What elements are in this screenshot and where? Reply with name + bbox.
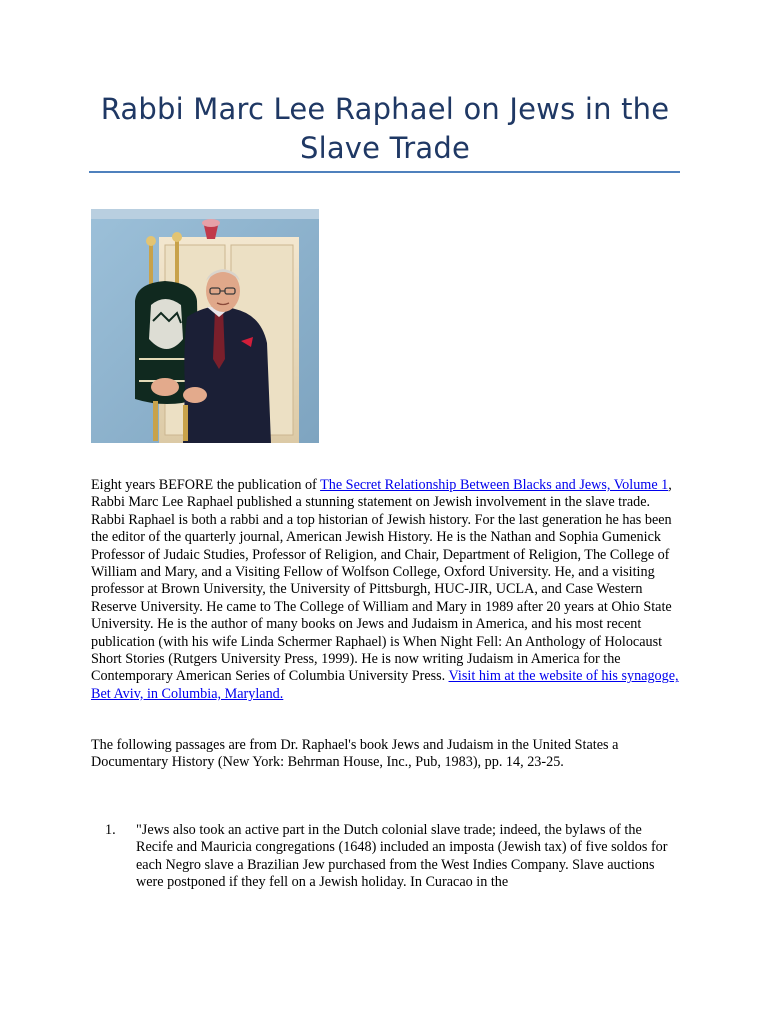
list-item <box>91 822 681 892</box>
rabbi-portrait-photo <box>91 209 319 443</box>
intro-text-start: Eight years BEFORE the publication of <box>91 477 321 493</box>
secret-relationship-book-link[interactable]: The Secret Relationship Between Blacks and Jews, Volume 1 <box>320 477 669 493</box>
page-title: Rabbi Marc Lee Raphael on Jews in the Slave Trade <box>100 92 670 165</box>
intro-paragraph <box>91 477 681 703</box>
list-item-text: "Jews also took an active part in the Dutch colonial slave trade; indeed, the bylaws of the Recife and Mauricia congregations (1648) included an imposta (Jewish tax) of five soldos for each Negro slave a Brazilian Jew purchased from the West Indies Company. Slave auctions were postponed if they fell on a Jewish holiday. In Curacao in the <box>136 822 668 891</box>
bet-aviv-synagogue-link[interactable]: Visit him at the website of his synagoge, Bet Aviv, in Columbia, Maryland. <box>91 668 679 702</box>
intro-text-body: , Rabbi Marc Lee Raphael published a stunning statement on Jewish involvement in the slave trade. Rabbi Raphael is both a rabbi and a top historian of Jewish history. For the last generation he has been the editor of the quarterly journal, American Jewish History. He is the Nathan and Sophia Gumenick Professor of Judaic Studies, Professor of Religion, and Chair, Department of Religion, The College of William and Mary, and a Visiting Fellow of Wolfson College, Oxford University. He, and a visiting professor at Brown University, the University of Pittsburgh, HUC-JIR, UCLA, and Case Western Reserve University. He came to The College of William and Mary in 1989 after 20 years at Ohio State University. He is the author of many books on Jews and Judaism in America, and his most recent publication (with his wife Linda Schermer Raphael) is When Night Fell: An Anthology of Holocaust Short Stories (Rutgers University Press, 1999). He is now writing Judaism in America for the Contemporary American Series of Columbia University Press. <box>91 477 672 685</box>
list-item-number: 1. <box>105 822 116 838</box>
quotation-list <box>91 822 681 892</box>
portrait-illustration <box>91 209 319 443</box>
title-divider <box>89 171 680 173</box>
source-paragraph: The following passages are from Dr. Raphael's book Jews and Judaism in the United States a Documentary History (New York: Behrman House, Inc., Pub, 1983), pp. 14, 23-25. <box>91 737 619 771</box>
